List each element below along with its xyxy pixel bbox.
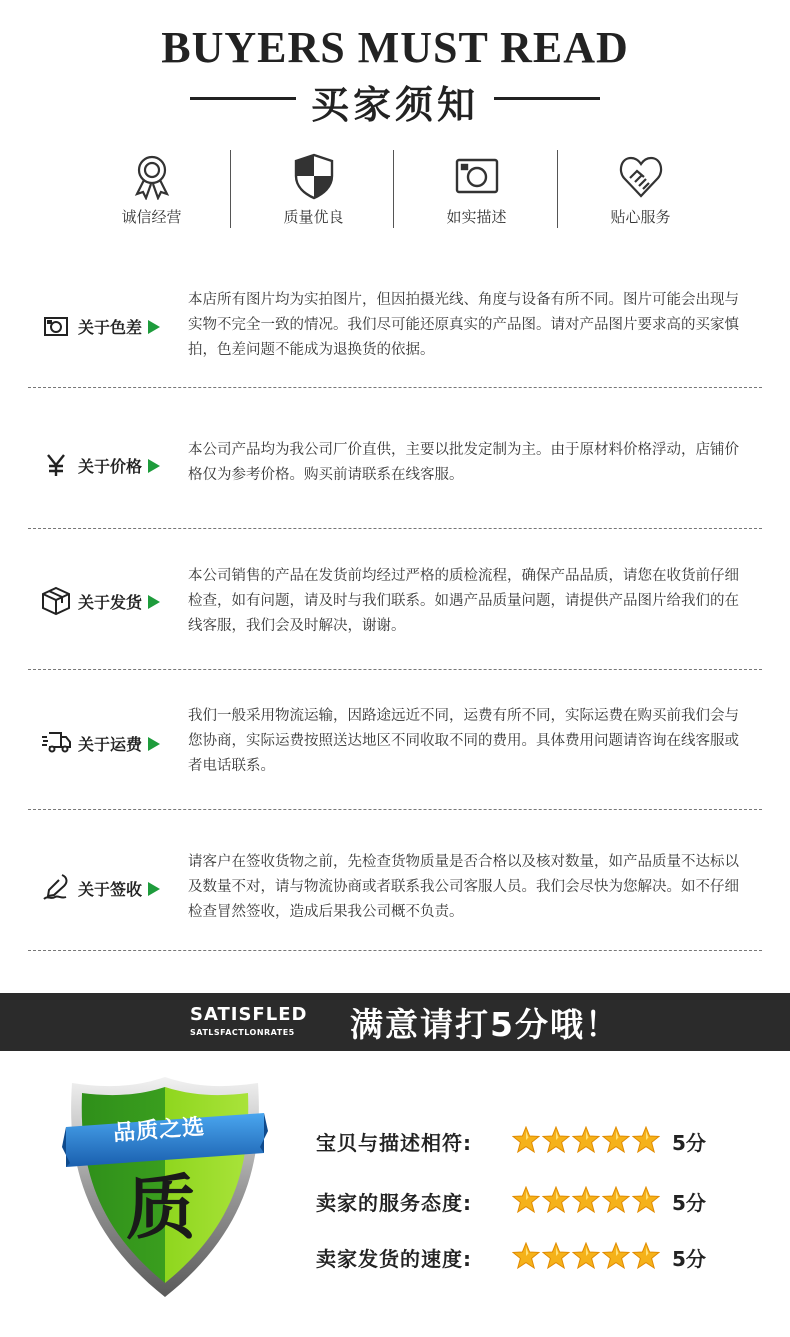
- star-icon: [512, 1186, 540, 1214]
- star-icon: [542, 1126, 570, 1154]
- rating-label: 卖家发货的速度:: [316, 1247, 472, 1271]
- triangle-right-icon: [148, 595, 160, 609]
- feature-quality: [232, 150, 395, 230]
- rating-label: 卖家的服务态度:: [316, 1191, 472, 1215]
- feature-service: [559, 150, 722, 230]
- rating-row: [316, 1122, 746, 1162]
- page-title-cn: 买家须知: [310, 83, 479, 127]
- notice-text: 请客户在签收货物之前，先检查货物质量是否合格以及核对数量，如产品质量不达标以及数量不对，请与物流协商或者联系我公司客服人员。我们会尽快为您解决。如不仔细检查冒然签收，造成后果我公司概不负责。: [188, 854, 739, 920]
- star-icon: [632, 1186, 660, 1214]
- star-icon: [572, 1242, 600, 1270]
- triangle-right-icon: [148, 882, 160, 896]
- truck-icon: [41, 728, 71, 754]
- star-icon: [602, 1186, 630, 1214]
- notice-heading: 关于色差: [78, 315, 160, 338]
- camera-icon: [43, 313, 69, 339]
- star-icon: [632, 1242, 660, 1270]
- triangle-right-icon: [148, 459, 160, 473]
- notice-heading: 关于价格: [78, 454, 160, 477]
- star-icon: [572, 1126, 600, 1154]
- yen-icon: [43, 452, 69, 478]
- feature-label: 如实描述: [446, 208, 507, 226]
- rating-stars: [512, 1126, 662, 1156]
- star-icon: [542, 1186, 570, 1214]
- package-icon: [41, 586, 71, 616]
- camera-icon: [453, 152, 501, 200]
- notice-heading: 关于发货: [78, 590, 160, 613]
- notice-text: 本公司产品均为我公司厂价直供，主要以批发定制为主。由于原材料价格浮动，店铺价格仅为参考价格。购买前请联系在线客服。: [188, 442, 739, 483]
- feature-divider: [557, 150, 558, 228]
- page-title-en: BUYERS MUST READ: [161, 23, 629, 72]
- feature-label: 质量优良: [283, 208, 344, 226]
- triangle-right-icon: [148, 320, 160, 334]
- rating-score: 5分: [672, 1191, 706, 1215]
- star-icon: [542, 1242, 570, 1270]
- shield-icon: [290, 152, 338, 200]
- feature-integrity: [70, 150, 233, 230]
- page-title-cn-group: [0, 74, 790, 127]
- banner-cn-text: 满意请打5分哦！: [350, 1005, 620, 1044]
- title-divider-right: [494, 97, 600, 100]
- notice-shipping: [28, 529, 762, 670]
- feature-label: 贴心服务: [610, 208, 671, 226]
- star-icon: [512, 1242, 540, 1270]
- notice-price: [28, 388, 762, 529]
- rating-score: 5分: [672, 1131, 706, 1155]
- notice-text: 本公司销售的产品在发货前均经过严格的质检流程，确保产品品质，请您在收货前仔细检查，如有问题，请及时与我们联系。如遇产品质量问题，请提供产品图片给我们的在线客服，我们会及时解决，谢谢。: [188, 568, 739, 634]
- notice-color-difference: [28, 283, 762, 388]
- triangle-right-icon: [148, 737, 160, 751]
- star-icon: [572, 1186, 600, 1214]
- banner-en-subtitle: SATLSFACTLONRATE5: [190, 1028, 295, 1037]
- feature-strip: [70, 150, 720, 230]
- medal-icon: [128, 152, 176, 200]
- notice-text: 本店所有图片均为实拍图片，但因拍摄光线、角度与设备有所不同。图片可能会出现与实物不完全一致的情况。我们尽可能还原真实的产品图。请对产品图片要求高的买家慎拍，色差问题不能成为退换货的依据。: [188, 292, 739, 358]
- rating-label: 宝贝与描述相符:: [316, 1131, 472, 1155]
- pen-sign-icon: [42, 873, 70, 901]
- banner-en-title: SATISFLED: [190, 1004, 308, 1025]
- heart-handshake-icon: [617, 152, 665, 200]
- feature-label: 诚信经营: [121, 208, 182, 226]
- notice-heading: 关于签收: [78, 877, 160, 900]
- notice-signing: [28, 810, 762, 951]
- badge-center-char: 质: [126, 1166, 196, 1249]
- feature-accurate: [395, 150, 558, 230]
- rating-row: [316, 1238, 746, 1278]
- star-icon: [632, 1126, 660, 1154]
- title-divider-left: [190, 97, 296, 100]
- star-icon: [602, 1126, 630, 1154]
- rating-stars: [512, 1242, 662, 1272]
- feature-divider: [230, 150, 231, 228]
- star-icon: [512, 1126, 540, 1154]
- notice-text: 我们一般采用物流运输，因路途远近不同，运费有所不同，实际运费在购买前我们会与您协商，实际运费按照送达地区不同收取不同的费用。具体费用问题请咨询在线客服或者电话联系。: [188, 708, 739, 774]
- notice-freight: [28, 670, 762, 810]
- star-icon: [602, 1242, 630, 1270]
- feature-divider: [393, 150, 394, 228]
- rating-stars: [512, 1186, 662, 1216]
- notice-heading: 关于运费: [78, 732, 160, 755]
- rating-row: [316, 1182, 746, 1222]
- rating-score: 5分: [672, 1247, 706, 1271]
- badge-ribbon-text: 品质之选: [112, 1114, 206, 1147]
- satisfaction-banner: [0, 993, 790, 1051]
